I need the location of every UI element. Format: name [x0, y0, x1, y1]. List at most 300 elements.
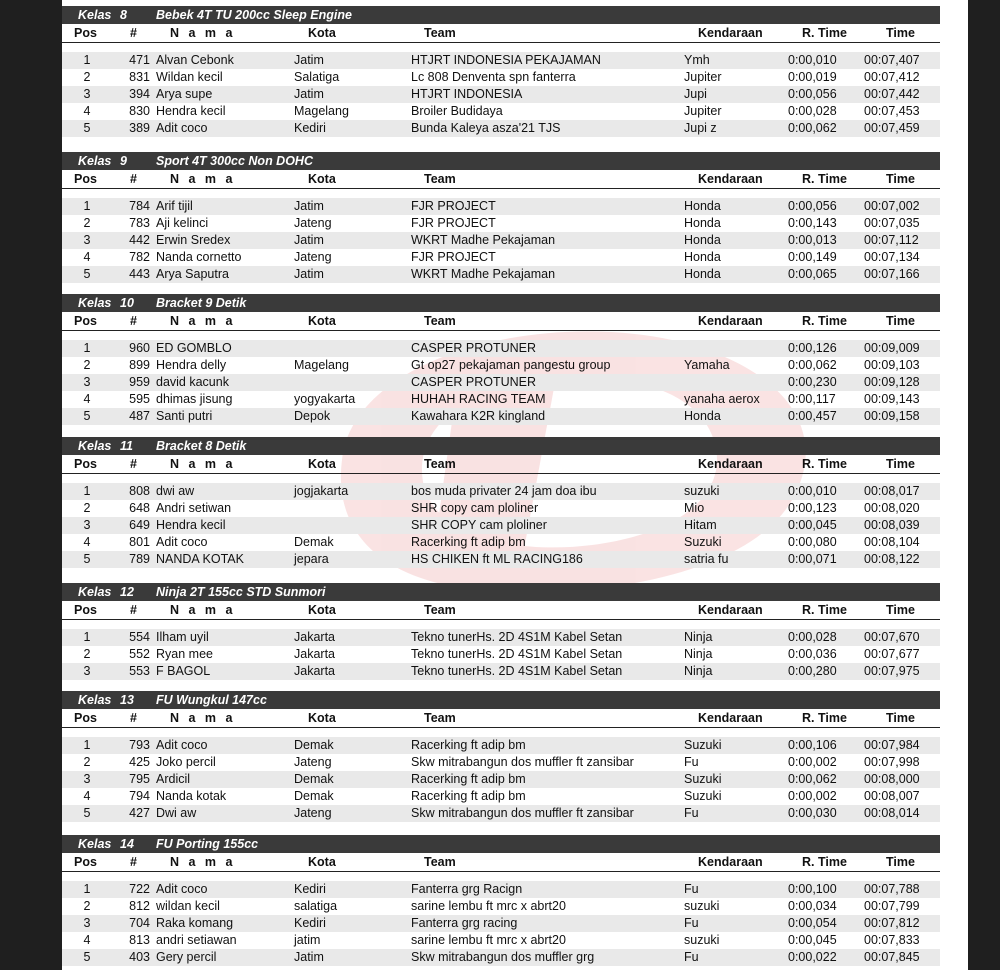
- time-cell: 00:07,799: [864, 899, 920, 913]
- table-row: [62, 340, 940, 357]
- name-cell: Andri setiwan: [156, 501, 232, 515]
- number-cell: 795: [129, 772, 150, 786]
- rtime-cell: 0:00,143: [788, 216, 837, 230]
- kelas-number: 10: [120, 296, 134, 310]
- pos-cell: 5: [83, 267, 91, 281]
- name-cell: Ardicil: [156, 772, 191, 786]
- team-cell: HTJRT INDONESIA PEKAJAMAN: [411, 53, 601, 67]
- number-cell: 830: [129, 104, 150, 118]
- column-header-name: N a m a: [170, 26, 236, 40]
- kendaraan-cell: suzuki: [684, 933, 720, 947]
- table-row: [62, 881, 940, 898]
- rtime-cell: 0:00,002: [788, 755, 837, 769]
- rtime-cell: 0:00,056: [788, 87, 837, 101]
- column-header-kendaraan: Kendaraan: [698, 855, 763, 869]
- team-cell: FJR PROJECT: [411, 216, 496, 230]
- time-cell: 00:08,039: [864, 518, 920, 532]
- column-header-kendaraan: Kendaraan: [698, 26, 763, 40]
- time-cell: 00:07,677: [864, 647, 920, 661]
- kelas-number: 14: [120, 837, 134, 851]
- table-row: [62, 52, 940, 69]
- column-header-time: Time: [886, 314, 915, 328]
- pos-cell: 1: [83, 484, 91, 498]
- kendaraan-cell: Fu: [684, 916, 699, 930]
- pos-cell: 3: [83, 87, 91, 101]
- pos-cell: 1: [83, 341, 91, 355]
- name-cell: Ryan mee: [156, 647, 213, 661]
- number-cell: 959: [129, 375, 150, 389]
- kendaraan-cell: Ninja: [684, 630, 713, 644]
- team-cell: Racerking ft adip bm: [411, 789, 526, 803]
- column-header-rtime: R. Time: [802, 26, 847, 40]
- kendaraan-cell: suzuki: [684, 899, 720, 913]
- number-cell: 784: [129, 199, 150, 213]
- column-header-team: Team: [424, 603, 456, 617]
- name-cell: wildan kecil: [156, 899, 220, 913]
- column-header-pos: Pos: [74, 26, 97, 40]
- kelas-title: Bracket 9 Detik: [156, 296, 247, 310]
- kendaraan-cell: Honda: [684, 409, 721, 423]
- kota-cell: jogjakarta: [294, 484, 349, 498]
- table-row: [62, 391, 940, 408]
- table-row: [62, 646, 940, 663]
- column-header-kendaraan: Kendaraan: [698, 711, 763, 725]
- column-header-kendaraan: Kendaraan: [698, 457, 763, 471]
- team-cell: SHR copy cam ploliner: [411, 501, 539, 515]
- number-cell: 649: [129, 518, 150, 532]
- pos-cell: 5: [83, 806, 91, 820]
- kendaraan-cell: Mio: [684, 501, 705, 515]
- kendaraan-cell: Hitam: [684, 518, 717, 532]
- kelas-title-bar: [62, 691, 940, 709]
- column-header-rtime: R. Time: [802, 172, 847, 186]
- pos-cell: 5: [83, 121, 91, 135]
- rtime-cell: 0:00,071: [788, 552, 837, 566]
- rtime-cell: 0:00,036: [788, 647, 837, 661]
- number-cell: 394: [129, 87, 150, 101]
- column-header-time: Time: [886, 603, 915, 617]
- number-cell: 793: [129, 738, 150, 752]
- kendaraan-cell: Jupiter: [684, 70, 722, 84]
- team-cell: Lc 808 Denventa spn fanterra: [411, 70, 576, 84]
- kelas-label: Kelas: [78, 8, 112, 22]
- kota-cell: Magelang: [294, 358, 349, 372]
- number-cell: 487: [129, 409, 150, 423]
- team-cell: HS CHIKEN ft ML RACING186: [411, 552, 583, 566]
- table-row: [62, 500, 940, 517]
- viewer-background-left: [0, 0, 62, 970]
- pos-cell: 2: [83, 216, 91, 230]
- pos-cell: 1: [83, 630, 91, 644]
- column-header-kendaraan: Kendaraan: [698, 603, 763, 617]
- column-header-kota: Kota: [308, 457, 336, 471]
- pos-cell: 2: [83, 647, 91, 661]
- rtime-cell: 0:00,065: [788, 267, 837, 281]
- kendaraan-cell: yanaha aerox: [684, 392, 760, 406]
- kelas-title: FU Wungkul 147cc: [156, 693, 267, 707]
- table-row: [62, 534, 940, 551]
- name-cell: Hendra kecil: [156, 104, 226, 118]
- number-cell: 648: [129, 501, 150, 515]
- kelas-title-bar: [62, 583, 940, 601]
- name-cell: Erwin Sredex: [156, 233, 231, 247]
- name-cell: Gery percil: [156, 950, 217, 964]
- kendaraan-cell: Honda: [684, 267, 721, 281]
- time-cell: 00:07,670: [864, 630, 920, 644]
- kendaraan-cell: Ninja: [684, 664, 713, 678]
- name-cell: Alvan Cebonk: [156, 53, 234, 67]
- rtime-cell: 0:00,045: [788, 933, 837, 947]
- time-cell: 00:08,000: [864, 772, 920, 786]
- rtime-cell: 0:00,034: [788, 899, 837, 913]
- column-header-kota: Kota: [308, 314, 336, 328]
- kendaraan-cell: Ninja: [684, 647, 713, 661]
- time-cell: 00:07,407: [864, 53, 920, 67]
- number-cell: 782: [129, 250, 150, 264]
- rtime-cell: 0:00,457: [788, 409, 837, 423]
- table-row: [62, 932, 940, 949]
- name-cell: Nanda kotak: [156, 789, 227, 803]
- column-header-time: Time: [886, 855, 915, 869]
- name-cell: Hendra kecil: [156, 518, 226, 532]
- time-cell: 00:08,020: [864, 501, 920, 515]
- name-cell: Joko percil: [156, 755, 216, 769]
- name-cell: Dwi aw: [156, 806, 197, 820]
- kelas-title-bar: [62, 6, 940, 24]
- pos-cell: 5: [83, 552, 91, 566]
- rtime-cell: 0:00,013: [788, 233, 837, 247]
- table-row: [62, 771, 940, 788]
- pos-cell: 1: [83, 738, 91, 752]
- time-cell: 00:07,453: [864, 104, 920, 118]
- column-header-kota: Kota: [308, 855, 336, 869]
- team-cell: Bunda Kaleya asza'21 TJS: [411, 121, 561, 135]
- column-header-team: Team: [424, 314, 456, 328]
- column-header-time: Time: [886, 457, 915, 471]
- kota-cell: Kediri: [294, 121, 326, 135]
- team-cell: Skw mitrabangun dos muffler grg: [411, 950, 595, 964]
- number-cell: 425: [129, 755, 150, 769]
- team-cell: Tekno tunerHs. 2D 4S1M Kabel Setan: [411, 664, 623, 678]
- pos-cell: 3: [83, 772, 91, 786]
- time-cell: 00:07,035: [864, 216, 920, 230]
- number-cell: 442: [129, 233, 150, 247]
- column-header-num: #: [130, 711, 137, 725]
- team-cell: Racerking ft adip bm: [411, 772, 526, 786]
- kelas-title-bar: [62, 437, 940, 455]
- number-cell: 789: [129, 552, 150, 566]
- kelas-label: Kelas: [78, 837, 112, 851]
- table-row: [62, 898, 940, 915]
- column-header-num: #: [130, 172, 137, 186]
- time-cell: 00:07,975: [864, 664, 920, 678]
- time-cell: 00:07,845: [864, 950, 920, 964]
- pos-cell: 2: [83, 501, 91, 515]
- column-header-name: N a m a: [170, 457, 236, 471]
- number-cell: 553: [129, 664, 150, 678]
- rtime-cell: 0:00,126: [788, 341, 837, 355]
- table-row: [62, 232, 940, 249]
- team-cell: Skw mitrabangun dos muffler ft zansibar: [411, 806, 634, 820]
- column-header-row: [62, 24, 940, 43]
- kelas-title-bar: [62, 835, 940, 853]
- time-cell: 00:07,002: [864, 199, 920, 213]
- time-cell: 00:09,103: [864, 358, 920, 372]
- kelas-label: Kelas: [78, 439, 112, 453]
- kendaraan-cell: Ymh: [684, 53, 710, 67]
- kota-cell: Jatim: [294, 950, 324, 964]
- column-header-team: Team: [424, 172, 456, 186]
- kota-cell: salatiga: [294, 899, 338, 913]
- column-header-time: Time: [886, 711, 915, 725]
- column-header-kota: Kota: [308, 172, 336, 186]
- rtime-cell: 0:00,062: [788, 772, 837, 786]
- kota-cell: jepara: [294, 552, 329, 566]
- number-cell: 899: [129, 358, 150, 372]
- rtime-cell: 0:00,028: [788, 104, 837, 118]
- pos-cell: 1: [83, 882, 91, 896]
- column-header-team: Team: [424, 26, 456, 40]
- team-cell: sarine lembu ft mrc x abrt20: [411, 933, 566, 947]
- pos-cell: 4: [83, 933, 91, 947]
- name-cell: Hendra delly: [156, 358, 227, 372]
- pos-cell: 2: [83, 358, 91, 372]
- kendaraan-cell: Fu: [684, 755, 699, 769]
- kota-cell: Salatiga: [294, 70, 340, 84]
- rtime-cell: 0:00,123: [788, 501, 837, 515]
- time-cell: 00:09,009: [864, 341, 920, 355]
- pos-cell: 3: [83, 233, 91, 247]
- rtime-cell: 0:00,019: [788, 70, 837, 84]
- kendaraan-cell: Fu: [684, 882, 699, 896]
- column-header-time: Time: [886, 26, 915, 40]
- team-cell: Skw mitrabangun dos muffler ft zansibar: [411, 755, 634, 769]
- pos-cell: 4: [83, 250, 91, 264]
- rtime-cell: 0:00,080: [788, 535, 837, 549]
- table-row: [62, 249, 940, 266]
- name-cell: dhimas jisung: [156, 392, 233, 406]
- kelas-section: [62, 152, 940, 283]
- kelas-label: Kelas: [78, 296, 112, 310]
- name-cell: dwi aw: [156, 484, 195, 498]
- kelas-number: 8: [120, 8, 127, 22]
- time-cell: 00:07,166: [864, 267, 920, 281]
- kota-cell: Demak: [294, 772, 334, 786]
- name-cell: Adit coco: [156, 121, 208, 135]
- table-row: [62, 198, 940, 215]
- column-header-team: Team: [424, 855, 456, 869]
- column-header-kota: Kota: [308, 26, 336, 40]
- pos-cell: 3: [83, 375, 91, 389]
- kota-cell: Jakarta: [294, 630, 335, 644]
- pos-cell: 4: [83, 392, 91, 406]
- kelas-section: [62, 6, 940, 137]
- kota-cell: Depok: [294, 409, 331, 423]
- table-row: [62, 915, 940, 932]
- column-header-kendaraan: Kendaraan: [698, 172, 763, 186]
- kelas-title: Ninja 2T 155cc STD Sunmori: [156, 585, 326, 599]
- column-header-row: [62, 170, 940, 189]
- column-header-time: Time: [886, 172, 915, 186]
- team-cell: Fanterra grg Racign: [411, 882, 523, 896]
- name-cell: Santi putri: [156, 409, 213, 423]
- kota-cell: Jateng: [294, 250, 332, 264]
- time-cell: 00:08,017: [864, 484, 920, 498]
- pos-cell: 2: [83, 70, 91, 84]
- table-row: [62, 357, 940, 374]
- rtime-cell: 0:00,062: [788, 358, 837, 372]
- rtime-cell: 0:00,030: [788, 806, 837, 820]
- team-cell: CASPER PROTUNER: [411, 375, 537, 389]
- number-cell: 443: [129, 267, 150, 281]
- kendaraan-cell: satria fu: [684, 552, 729, 566]
- kota-cell: Jatim: [294, 233, 324, 247]
- name-cell: Raka komang: [156, 916, 234, 930]
- time-cell: 00:08,014: [864, 806, 920, 820]
- time-cell: 00:07,812: [864, 916, 920, 930]
- team-cell: bos muda privater 24 jam doa ibu: [411, 484, 597, 498]
- number-cell: 704: [129, 916, 150, 930]
- name-cell: Adit coco: [156, 535, 208, 549]
- column-header-pos: Pos: [74, 457, 97, 471]
- rtime-cell: 0:00,149: [788, 250, 837, 264]
- rtime-cell: 0:00,045: [788, 518, 837, 532]
- team-cell: HUHAH RACING TEAM: [411, 392, 546, 406]
- pos-cell: 1: [83, 199, 91, 213]
- kelas-title: Bebek 4T TU 200cc Sleep Engine: [156, 8, 352, 22]
- table-row: [62, 629, 940, 646]
- kendaraan-cell: Honda: [684, 216, 721, 230]
- column-header-kendaraan: Kendaraan: [698, 314, 763, 328]
- column-header-rtime: R. Time: [802, 314, 847, 328]
- kendaraan-cell: Suzuki: [684, 535, 722, 549]
- kota-cell: Kediri: [294, 882, 326, 896]
- kota-cell: Jatim: [294, 267, 324, 281]
- team-cell: WKRT Madhe Pekajaman: [411, 233, 556, 247]
- rtime-cell: 0:00,002: [788, 789, 837, 803]
- rtime-cell: 0:00,280: [788, 664, 837, 678]
- table-row: [62, 788, 940, 805]
- column-header-name: N a m a: [170, 855, 236, 869]
- kendaraan-cell: Fu: [684, 806, 699, 820]
- kendaraan-cell: Suzuki: [684, 738, 722, 752]
- kendaraan-cell: Yamaha: [684, 358, 730, 372]
- column-header-num: #: [130, 603, 137, 617]
- table-row: [62, 120, 940, 137]
- table-row: [62, 69, 940, 86]
- table-row: [62, 374, 940, 391]
- time-cell: 00:07,984: [864, 738, 920, 752]
- table-row: [62, 949, 940, 966]
- column-header-pos: Pos: [74, 172, 97, 186]
- table-row: [62, 103, 940, 120]
- time-cell: 00:07,112: [864, 233, 919, 247]
- table-row: [62, 517, 940, 534]
- column-header-num: #: [130, 314, 137, 328]
- column-header-row: [62, 709, 940, 728]
- number-cell: 722: [129, 882, 150, 896]
- kota-cell: yogyakarta: [294, 392, 356, 406]
- team-cell: Tekno tunerHs. 2D 4S1M Kabel Setan: [411, 630, 623, 644]
- time-cell: 00:07,788: [864, 882, 920, 896]
- pos-cell: 5: [83, 950, 91, 964]
- kendaraan-cell: Jupi z: [684, 121, 717, 135]
- kota-cell: Demak: [294, 738, 334, 752]
- kelas-title-bar: [62, 294, 940, 312]
- kendaraan-cell: Jupiter: [684, 104, 722, 118]
- time-cell: 00:07,442: [864, 87, 920, 101]
- kelas-section: [62, 294, 940, 425]
- table-row: [62, 754, 940, 771]
- kelas-number: 9: [120, 154, 127, 168]
- kota-cell: Demak: [294, 789, 334, 803]
- table-row: [62, 215, 940, 232]
- number-cell: 552: [129, 647, 150, 661]
- rtime-cell: 0:00,100: [788, 882, 837, 896]
- number-cell: 813: [129, 933, 150, 947]
- team-cell: Kawahara K2R kingland: [411, 409, 546, 423]
- number-cell: 554: [129, 630, 150, 644]
- time-cell: 00:08,122: [864, 552, 920, 566]
- kota-cell: Jatim: [294, 199, 324, 213]
- column-header-pos: Pos: [74, 314, 97, 328]
- number-cell: 794: [129, 789, 150, 803]
- column-header-kota: Kota: [308, 711, 336, 725]
- number-cell: 801: [129, 535, 150, 549]
- time-cell: 00:07,459: [864, 121, 920, 135]
- column-header-num: #: [130, 855, 137, 869]
- number-cell: 812: [129, 899, 150, 913]
- number-cell: 403: [129, 950, 150, 964]
- number-cell: 595: [129, 392, 150, 406]
- column-header-team: Team: [424, 457, 456, 471]
- pos-cell: 2: [83, 899, 91, 913]
- column-header-rtime: R. Time: [802, 711, 847, 725]
- column-header-name: N a m a: [170, 172, 236, 186]
- kelas-section: [62, 691, 940, 822]
- number-cell: 831: [129, 70, 150, 84]
- time-cell: 00:07,412: [864, 70, 920, 84]
- rtime-cell: 0:00,054: [788, 916, 837, 930]
- pos-cell: 1: [83, 53, 91, 67]
- kendaraan-cell: Honda: [684, 233, 721, 247]
- rtime-cell: 0:00,056: [788, 199, 837, 213]
- column-header-name: N a m a: [170, 603, 236, 617]
- number-cell: 960: [129, 341, 150, 355]
- time-cell: 00:07,833: [864, 933, 920, 947]
- rtime-cell: 0:00,022: [788, 950, 837, 964]
- team-cell: SHR COPY cam ploliner: [411, 518, 547, 532]
- table-row: [62, 483, 940, 500]
- number-cell: 389: [129, 121, 150, 135]
- name-cell: Arya supe: [156, 87, 213, 101]
- kota-cell: Jateng: [294, 216, 332, 230]
- results-document-page[interactable]: [62, 0, 968, 970]
- team-cell: FJR PROJECT: [411, 199, 496, 213]
- kendaraan-cell: Honda: [684, 250, 721, 264]
- pos-cell: 2: [83, 755, 91, 769]
- team-cell: Racerking ft adip bm: [411, 738, 526, 752]
- column-header-row: [62, 455, 940, 474]
- kota-cell: Magelang: [294, 104, 349, 118]
- kendaraan-cell: suzuki: [684, 484, 720, 498]
- kota-cell: Demak: [294, 535, 334, 549]
- name-cell: david kacunk: [156, 375, 229, 389]
- kelas-number: 13: [120, 693, 134, 707]
- column-header-row: [62, 312, 940, 331]
- rtime-cell: 0:00,117: [788, 392, 836, 406]
- number-cell: 808: [129, 484, 150, 498]
